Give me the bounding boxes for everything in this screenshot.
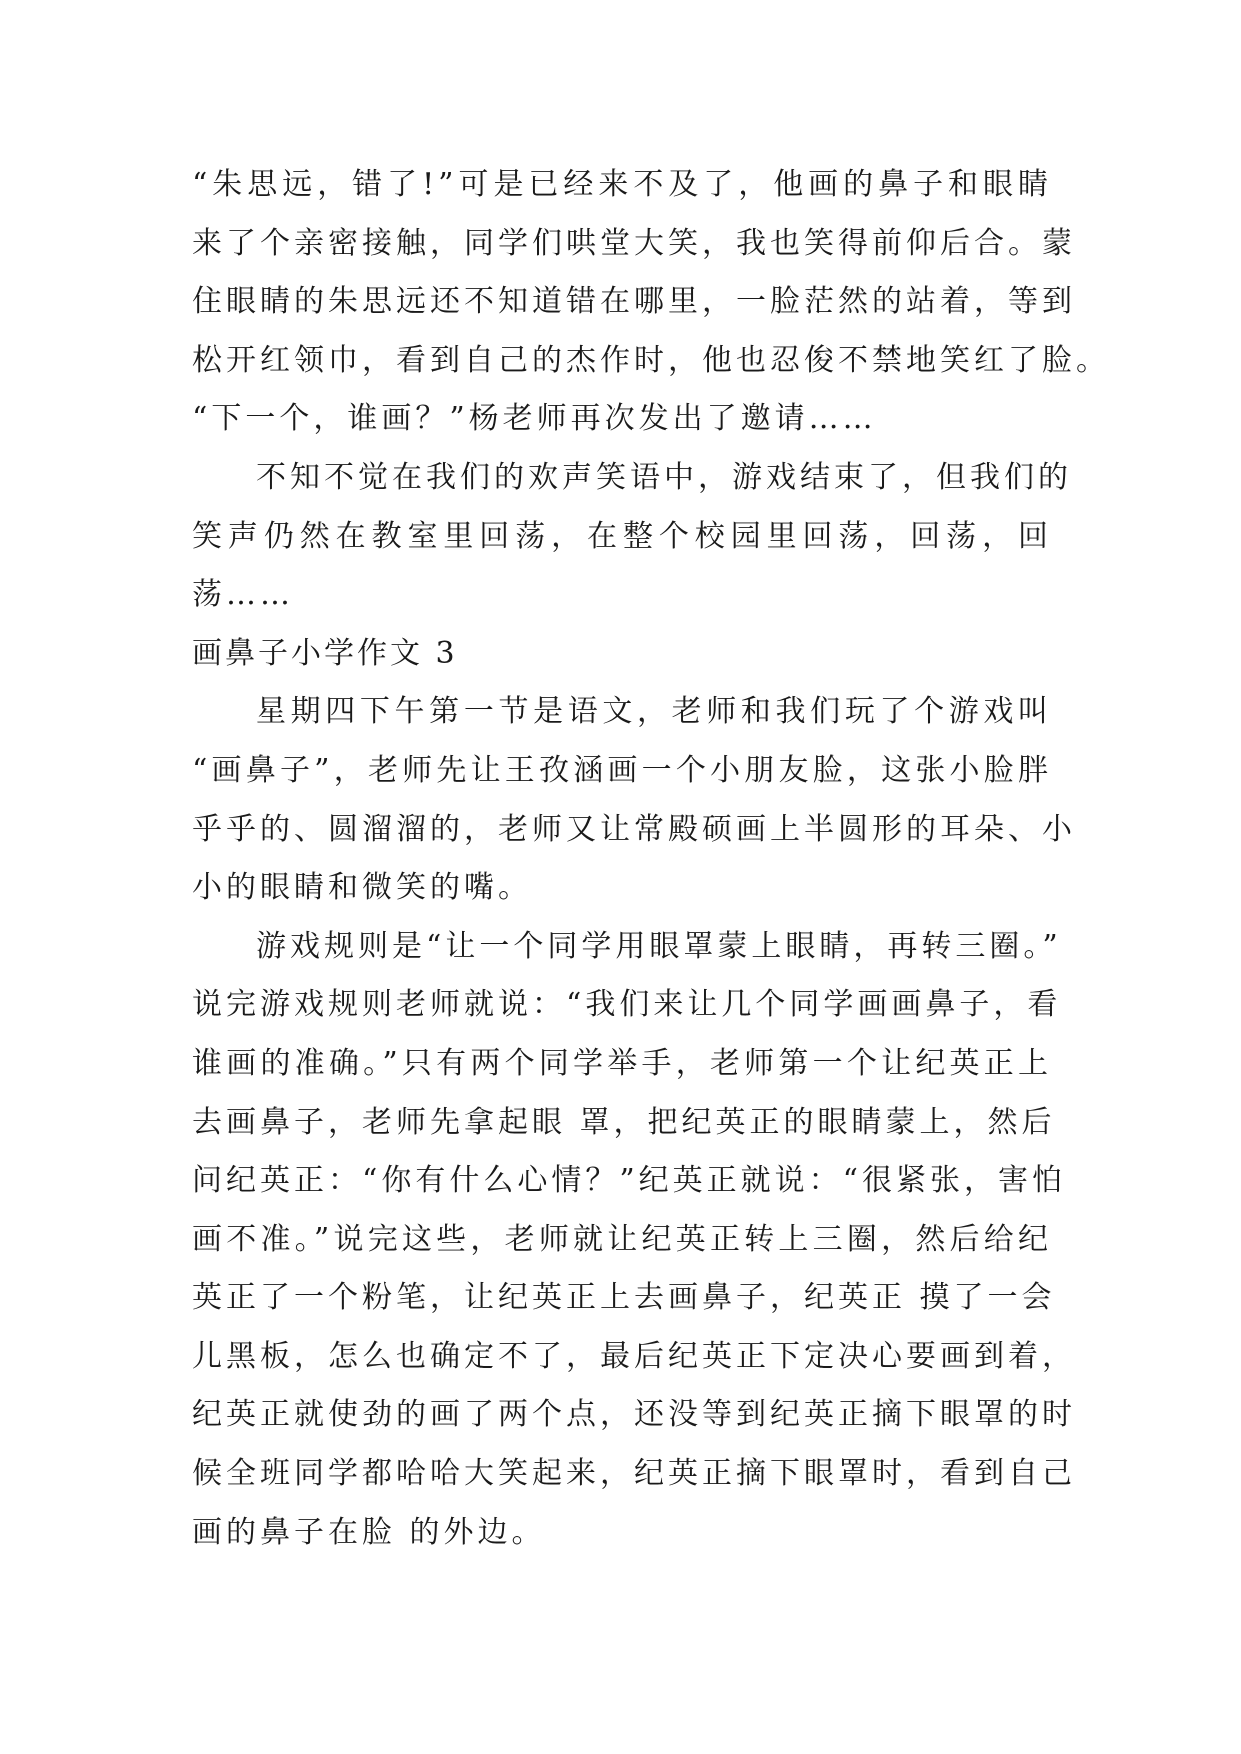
text-line: 谁画的准确。”只有两个同学举手，老师第一个让纪英正上 — [192, 1045, 1052, 1081]
text-line: “下一个，谁画？”杨老师再次发出了邀请…… — [192, 401, 877, 437]
text-line: 来了个亲密接触，同学们哄堂大笑，我也笑得前仰后合。蒙 — [192, 225, 1076, 261]
text-line: 不知不觉在我们的欢声笑语中，游戏结束了，但我们的 — [256, 459, 1072, 495]
text-line: 游戏规则是“让一个同学用眼罩蒙上眼睛，再转三圈。” — [256, 928, 1062, 964]
text-line: 去画鼻子，老师先拿起眼 罩，把纪英正的眼睛蒙上，然后 — [192, 1104, 1056, 1140]
text-line: 住眼睛的朱思远还不知道错在哪里，一脸茫然的站着，等到 — [192, 284, 1076, 320]
text-line: “朱思远，错了!”可是已经来不及了，他画的鼻子和眼睛 — [192, 167, 1052, 202]
paragraph-d — [192, 918, 1076, 1563]
text-line: 小的眼睛和微笑的嘴。 — [192, 870, 532, 906]
text-line: 说完游戏规则老师就说：“我们来让几个同学画画鼻子，看 — [192, 987, 1062, 1023]
text-line: 候全班同学都哈哈大笑起来，纪英正摘下眼罩时，看到自己 — [192, 1456, 1076, 1492]
text-line: 纪英正就使劲的画了两个点，还没等到纪英正摘下眼罩的时 — [192, 1397, 1076, 1433]
text-line: 儿黑板，怎么也确定不了，最后纪英正下定决心要画到着， — [192, 1338, 1076, 1374]
text-line: 画不准。”说完这些，老师就让纪英正转上三圈，然后给纪 — [192, 1221, 1052, 1257]
paragraph-c — [192, 683, 1076, 917]
text-line: 问纪英正：“你有什么心情？”纪英正就说：“很紧张，害怕 — [192, 1163, 1067, 1199]
essay-heading: 画鼻子小学作文 3 — [192, 635, 458, 671]
text-line: 乎乎的、圆溜溜的，老师又让常殿硕画上半圆形的耳朵、小 — [192, 811, 1076, 847]
text-line: 画的鼻子在脸 的外边。 — [192, 1514, 546, 1550]
text-line: 英正了一个粉笔，让纪英正上去画鼻子，纪英正 摸了一会 — [192, 1280, 1056, 1316]
text-line: 松开红领巾，看到自己的杰作时，他也忍俊不禁地笑红了脸。 — [192, 342, 1110, 378]
paragraph-b — [192, 449, 1072, 625]
essay-body — [192, 156, 1110, 1562]
paragraph-a — [192, 156, 1110, 449]
text-line: 荡…… — [192, 577, 294, 613]
text-line: 笑声仍然在教室里回荡，在整个校园里回荡，回荡，回 — [192, 518, 1052, 554]
text-line: “画鼻子”，老师先让王孜涵画一个小朋友脸，这张小脸胖 — [192, 752, 1052, 788]
text-line: 星期四下午第一节是语文，老师和我们玩了个游戏叫 — [256, 694, 1052, 730]
